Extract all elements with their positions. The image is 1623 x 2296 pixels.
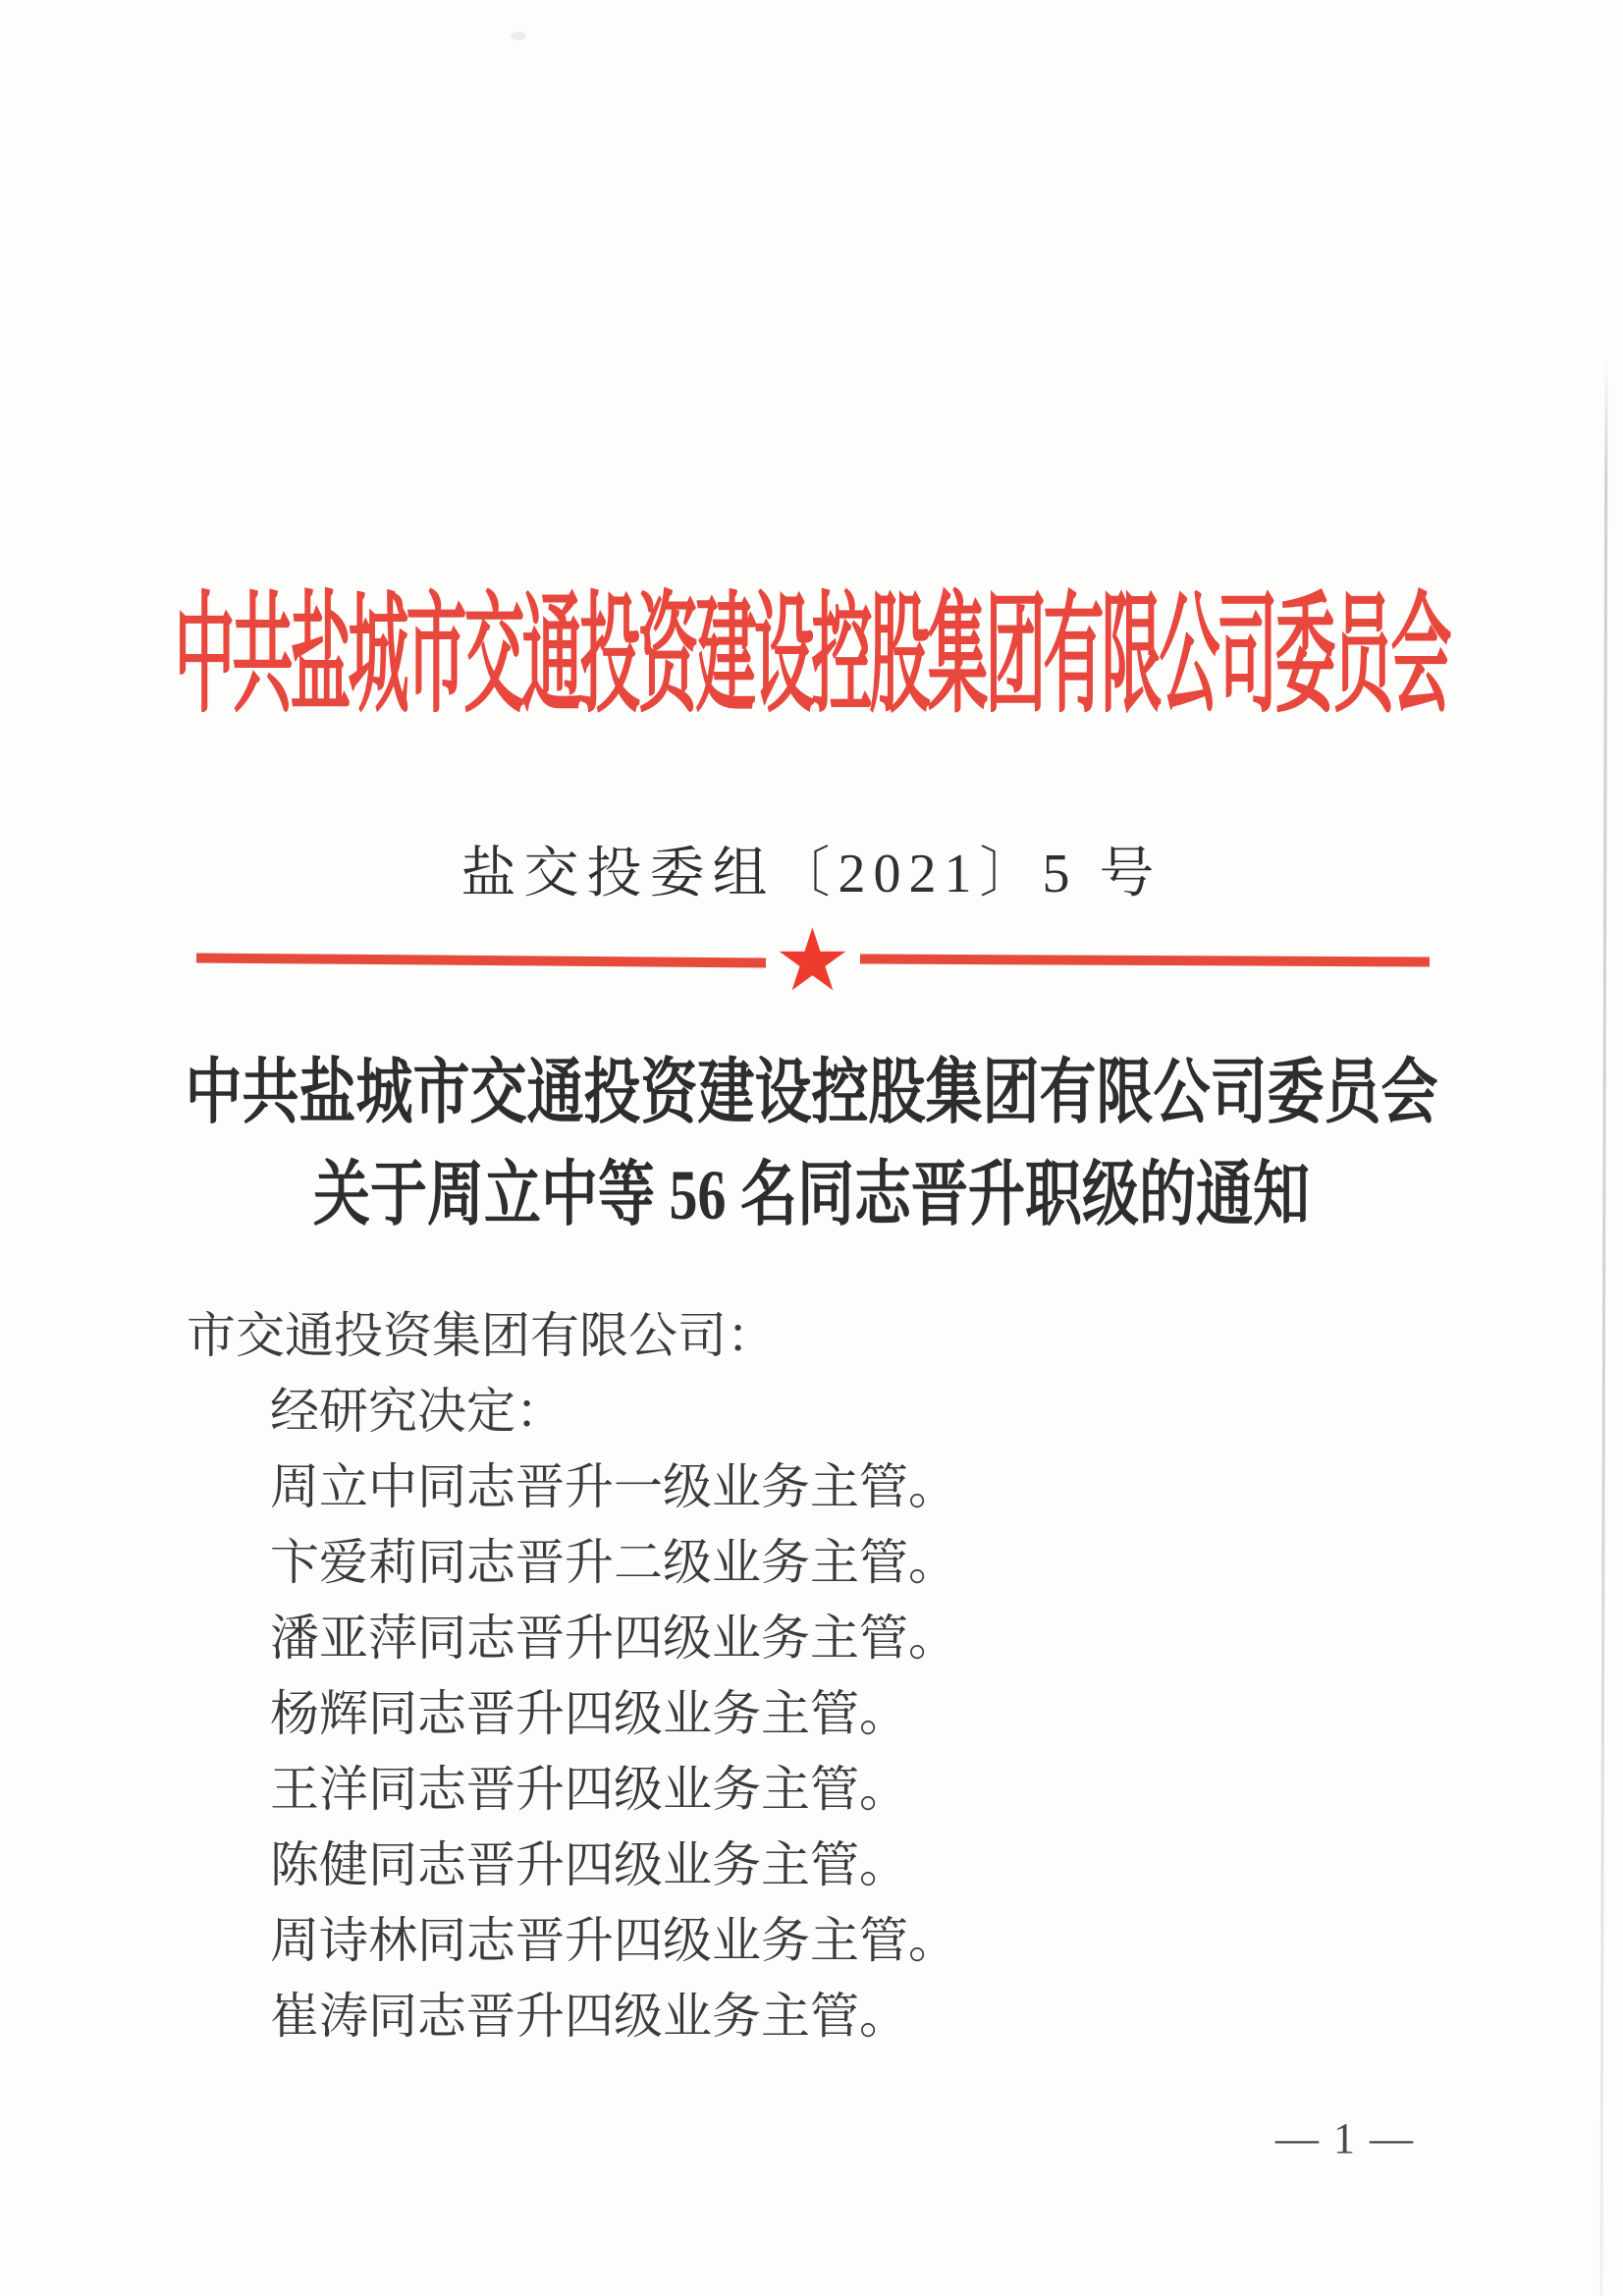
promotion-line: 杨辉同志晋升四级业务主管。 <box>270 1686 908 1741</box>
promotion-line: 周诗林同志晋升四级业务主管。 <box>270 1913 957 1968</box>
document-title <box>0 1043 1623 1235</box>
red-rule-right <box>859 954 1429 966</box>
red-rule-left <box>196 953 766 967</box>
document-number: 盐交投委组〔2021〕5 号 <box>460 844 1163 904</box>
document-body <box>187 1298 1443 2054</box>
promotion-line: 周立中同志晋升一级业务主管。 <box>270 1459 957 1514</box>
red-divider <box>196 909 1429 1011</box>
promotion-line: 陈健同志晋升四级业务主管。 <box>270 1837 908 1892</box>
document-title-line2: 关于周立中等 56 名同志晋升职级的通知 <box>312 1155 1310 1235</box>
document-title-line1: 中共盐城市交通投资建设控股集团有限公司委员会 <box>185 1053 1438 1133</box>
star-icon: ★ <box>774 909 851 1011</box>
promotion-line: 潘亚萍同志晋升四级业务主管。 <box>270 1611 957 1666</box>
letterhead-title: 中共盐城市交通投资建设控股集团有限公司委员会 <box>174 585 1449 730</box>
promotion-line: 卞爱莉同志晋升二级业务主管。 <box>270 1535 957 1590</box>
scan-speck-artifact <box>511 31 526 40</box>
recipient-line: 市交通投资集团有限公司： <box>187 1308 776 1363</box>
promotion-line: 崔涛同志晋升四级业务主管。 <box>270 1989 908 2044</box>
page-number: — 1 — <box>1275 2114 1415 2162</box>
promotion-line: 王洋同志晋升四级业务主管。 <box>270 1762 908 1817</box>
intro-line: 经研究决定： <box>270 1384 565 1439</box>
